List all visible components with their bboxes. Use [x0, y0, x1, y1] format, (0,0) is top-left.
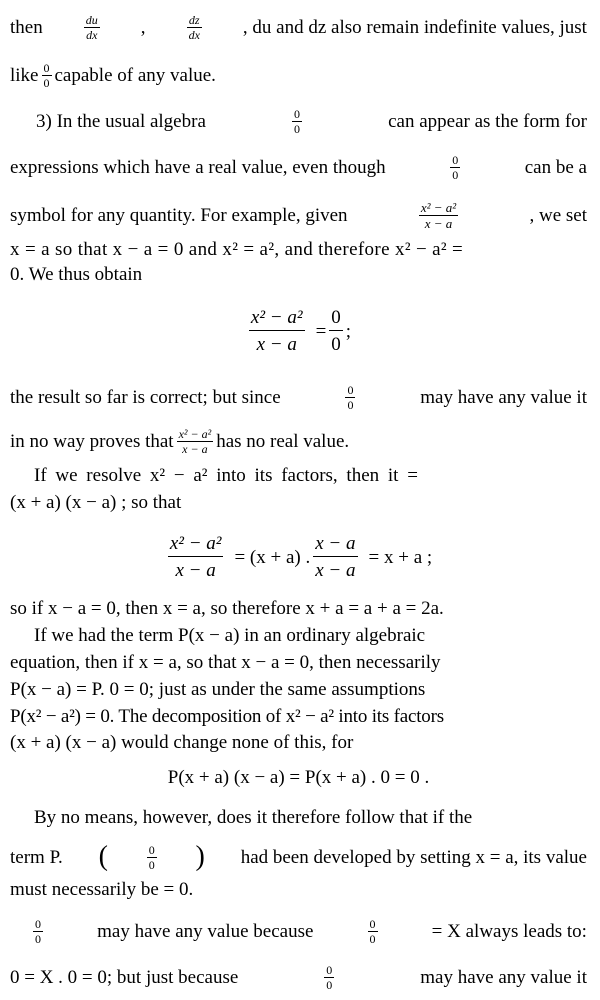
text-run: like — [10, 65, 39, 86]
text-run: in no way proves that — [10, 431, 174, 452]
text-run: equation, then if x = a, so that x − a = 0, then necessarily — [10, 652, 441, 673]
fraction-numerator: x² − a² — [420, 200, 457, 215]
fraction-denominator: 0 — [452, 168, 459, 182]
equation — [10, 534, 587, 580]
fraction-denominator: 0 — [43, 76, 50, 90]
text-run: , — [140, 17, 146, 38]
fraction — [84, 14, 100, 41]
fraction-numerator: x² − a² — [249, 308, 305, 331]
fraction-numerator: 0 — [294, 107, 300, 121]
text-run: may have any value it — [420, 387, 587, 408]
fraction-denominator: dx — [188, 28, 200, 42]
text-line — [10, 265, 587, 284]
fraction-numerator: 0 — [329, 308, 343, 331]
fraction — [168, 534, 224, 580]
text-run: = — [315, 320, 327, 342]
fraction — [450, 154, 460, 181]
fraction — [329, 308, 343, 354]
text-run: can be a — [524, 157, 587, 178]
text-run: term P. — [10, 846, 63, 868]
text-run: may have any value it — [420, 967, 587, 988]
text-run: 0 = X . 0 = 0; but just because — [10, 967, 239, 988]
text-run: = x + a ; — [368, 546, 433, 568]
text-run: expressions which have a real value, even though — [10, 157, 386, 178]
fraction-denominator: 0 — [369, 932, 376, 946]
fraction-numerator: 0 — [452, 153, 459, 167]
text-run: x = a so that x − a = 0 and x² = a², and therefore x² − a² = — [10, 239, 464, 260]
text-run: ; — [345, 320, 352, 342]
fraction — [313, 534, 357, 580]
fraction — [42, 62, 52, 89]
text-run: P(x² − a²) = 0. The decomposition of x² − a² into its factors — [10, 706, 444, 727]
text-run: , we set — [529, 205, 587, 226]
text-line — [10, 707, 587, 726]
fraction-numerator: x² − a² — [178, 427, 212, 441]
fraction-numerator: 0 — [35, 917, 41, 931]
text-run: then — [10, 17, 43, 38]
text-run: has no real value. — [216, 431, 350, 452]
text-run: so if x − a = 0, then x = a, so therefore x + a = a + a = 2a. — [10, 598, 444, 619]
text-run: If we had the term P(x − a) in an ordinary algebraic — [34, 625, 426, 646]
fraction-denominator: x − a — [182, 442, 208, 456]
equation — [10, 308, 587, 354]
text-line — [10, 599, 587, 618]
text-line — [36, 108, 587, 135]
fraction-numerator: 0 — [347, 383, 354, 397]
text-line — [10, 201, 587, 230]
text-run: (x + a) (x − a) would change none of this, for — [10, 732, 354, 753]
fraction — [187, 14, 202, 41]
text-run: By no means, however, does it therefore follow that if the — [34, 807, 473, 828]
fraction-numerator: 0 — [148, 842, 155, 857]
text-run: If we resolve x² − a² into its factors, then it = — [34, 465, 418, 486]
fraction — [345, 384, 355, 411]
text-run: , du and dz also remain indefinite values, just — [242, 17, 587, 38]
fraction-numerator: dz — [188, 13, 200, 27]
text-run: = (x + a) . — [234, 546, 311, 568]
text-run: can appear as the form for — [388, 111, 587, 132]
text-run: had been developed by setting x = a, its value — [240, 846, 587, 868]
fraction — [292, 108, 302, 135]
text-run: must necessarily be = 0. — [10, 879, 194, 900]
text-run: 3) In the usual algebra — [36, 111, 206, 132]
fraction-denominator: x − a — [424, 216, 453, 231]
fraction — [324, 964, 334, 991]
fraction-numerator: x² − a² — [168, 534, 224, 557]
text-line — [10, 384, 587, 411]
fraction-denominator: 0 — [326, 978, 333, 992]
text-run: the result so far is correct; but since — [10, 387, 281, 408]
fraction-numerator: 0 — [369, 917, 376, 931]
text-line — [10, 428, 587, 455]
text-line — [10, 843, 587, 871]
fraction-denominator: 0 — [35, 932, 41, 946]
fraction-numerator: du — [85, 13, 98, 27]
equation — [10, 768, 587, 787]
fraction-denominator: 0 — [331, 334, 341, 355]
text-run: = X always leads to: — [431, 921, 587, 942]
text-line — [10, 880, 587, 899]
text-run: ( — [98, 841, 108, 872]
text-run: symbol for any quantity. For example, given — [10, 205, 348, 226]
text-run: may have any value because — [97, 921, 314, 942]
text-line — [34, 808, 587, 827]
text-run: (x + a) (x − a) ; so that — [10, 492, 182, 513]
fraction-denominator: 0 — [347, 398, 354, 412]
text-line — [10, 964, 587, 991]
fraction-denominator: dx — [86, 28, 98, 42]
fraction — [177, 428, 214, 455]
fraction — [33, 918, 43, 945]
fraction-numerator: 0 — [326, 963, 333, 977]
text-run: P(x + a) (x − a) = P(x + a) . 0 = 0 . — [167, 767, 430, 788]
text-line — [10, 733, 587, 752]
text-run: P(x − a) = P. 0 = 0; just as under the same assumptions — [10, 679, 426, 700]
text-line — [10, 493, 587, 512]
fraction-denominator: 0 — [148, 857, 155, 872]
text-line — [10, 653, 587, 672]
text-line — [10, 680, 587, 699]
text-line — [10, 14, 587, 41]
fraction-denominator: x − a — [256, 334, 297, 355]
fraction-denominator: 0 — [294, 122, 300, 136]
fraction-denominator: x − a — [315, 560, 356, 581]
fraction-denominator: x − a — [175, 560, 216, 581]
text-line — [10, 240, 587, 259]
text-line — [30, 918, 587, 945]
fraction-numerator: x − a — [313, 534, 357, 557]
text-line — [10, 62, 587, 89]
fraction — [147, 844, 157, 871]
text-run: 0. We thus obtain — [10, 264, 143, 285]
text-line — [34, 466, 587, 485]
fraction-numerator: 0 — [43, 61, 50, 75]
fraction — [368, 918, 378, 945]
fraction — [419, 201, 458, 230]
text-line — [10, 154, 587, 181]
fraction — [249, 308, 305, 354]
text-line — [34, 626, 587, 645]
text-run: ) — [195, 841, 205, 872]
text-run: capable of any value. — [54, 65, 216, 86]
